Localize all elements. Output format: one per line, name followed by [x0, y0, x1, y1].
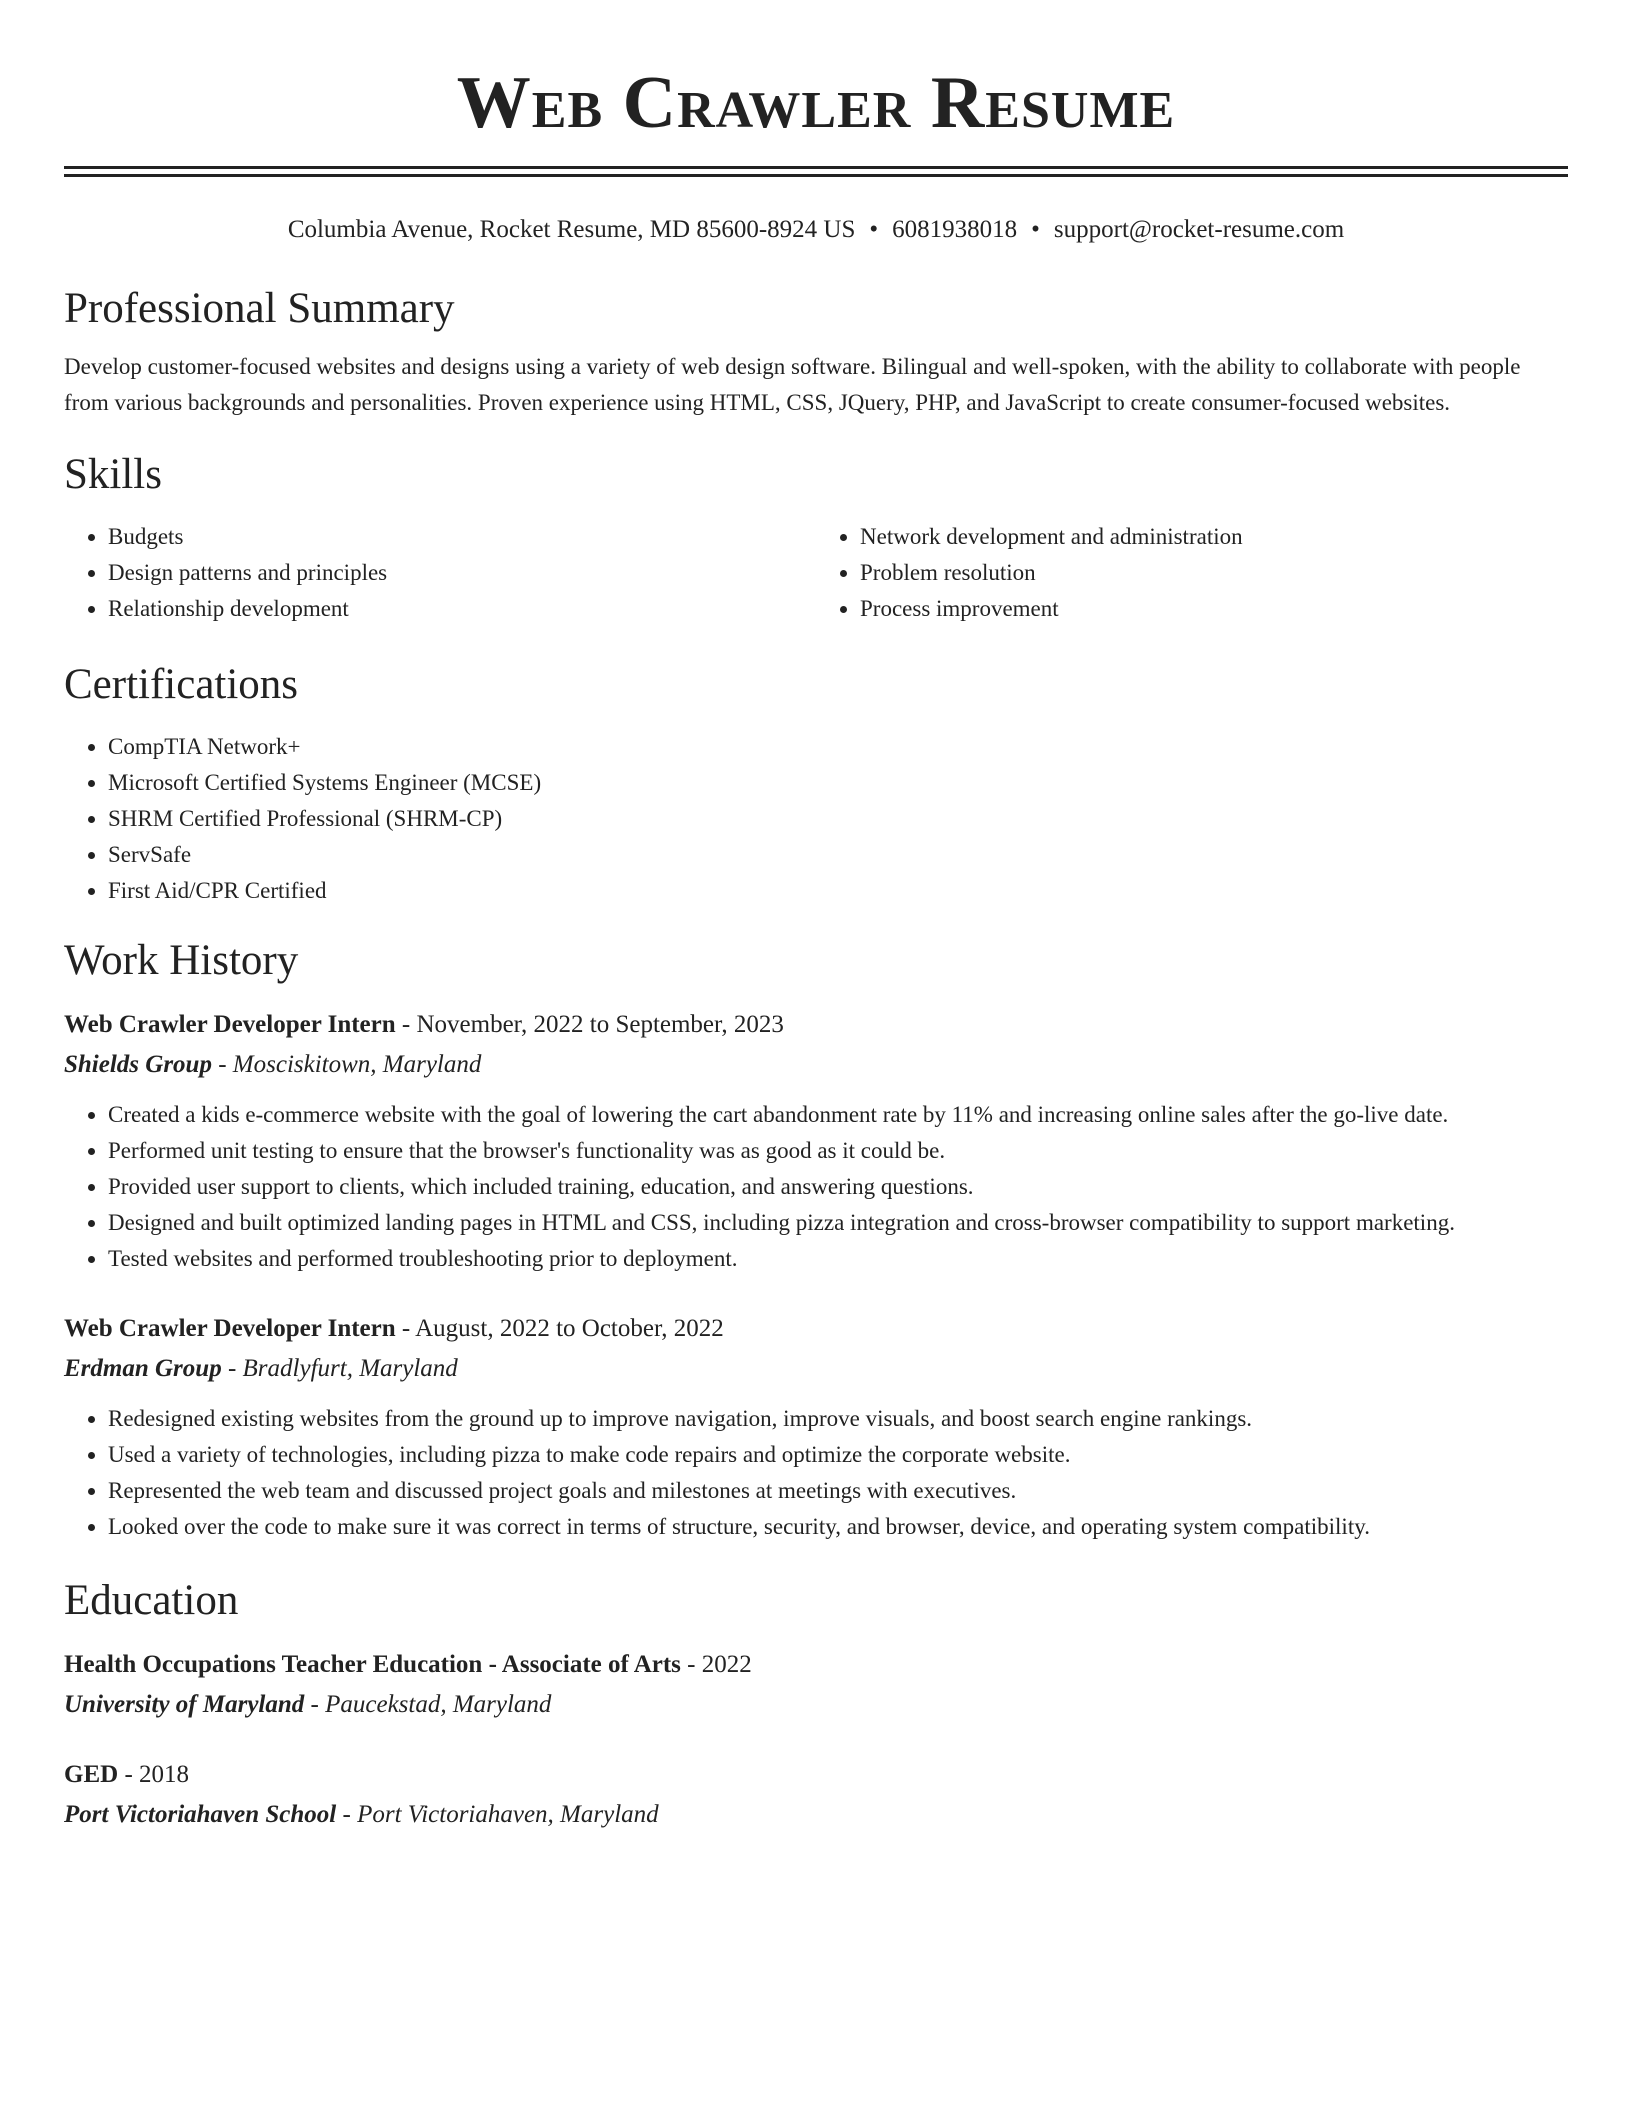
education-school: University of Maryland: [64, 1691, 305, 1718]
job-location: - Mosciskitown, Maryland: [211, 1051, 482, 1078]
contact-separator: •: [869, 216, 879, 243]
certification-item: • ServSafe: [108, 837, 1568, 873]
education-entry: [64, 1645, 1568, 1725]
education-location: - Paucekstad, Maryland: [304, 1691, 552, 1718]
title-divider: [64, 166, 1568, 177]
job-bullet: • Designed and built optimized landing pages in HTML and CSS, including pizza integration and cross-browser compatibility to support marketing.: [108, 1205, 1568, 1241]
skills-list-left: [64, 519, 816, 627]
education-year: - 2018: [118, 1761, 190, 1788]
education-school-line: [64, 1685, 1568, 1725]
certification-item: • SHRM Certified Professional (SHRM-CP): [108, 801, 1568, 837]
summary-text: Develop customer-focused websites and designs using a variety of web design software. Bilingual and well-spoken, with the ability to collaborate with people from various backgrounds and personalities. Proven experience using HTML, CSS, JQuery, PHP, and JavaScript to create consumer-focused websites.: [64, 354, 1521, 415]
job-title-line: [64, 1005, 1568, 1045]
skill-item: • Problem resolution: [860, 555, 1568, 591]
education-year: - 2022: [680, 1651, 752, 1678]
education-school-line: [64, 1795, 1568, 1835]
certifications-list: [64, 729, 1568, 909]
contact-email[interactable]: support@rocket-resume.com: [1053, 216, 1345, 243]
job-dates: - August, 2022 to October, 2022: [395, 1315, 724, 1342]
job-bullet: • Represented the web team and discussed project goals and milestones at meetings with executives.: [108, 1473, 1568, 1509]
certification-item: • CompTIA Network+: [108, 729, 1568, 765]
job-bullet: • Redesigned existing websites from the ground up to improve navigation, improve visuals, and boost search engine rankings.: [108, 1401, 1568, 1437]
job-company: Shields Group: [64, 1051, 212, 1078]
contact-address: Columbia Avenue, Rocket Resume, MD 85600-8924 US: [287, 216, 856, 243]
education-degree: Health Occupations Teacher Education - Associate of Arts: [64, 1651, 681, 1678]
skills-grid: [64, 519, 1568, 627]
education-degree-line: [64, 1755, 1568, 1795]
education-location: - Port Victoriahaven, Maryland: [336, 1801, 659, 1828]
job-company: Erdman Group: [64, 1355, 222, 1382]
job-bullets: [64, 1097, 1568, 1277]
resume-title: Web Crawler Resume: [456, 62, 1176, 144]
education-section: [64, 1573, 1568, 1835]
job-title: Web Crawler Developer Intern: [64, 1011, 396, 1038]
job-bullets: [64, 1401, 1568, 1545]
work-history-section: [64, 933, 1568, 1545]
summary-heading: Professional Summary: [64, 285, 455, 332]
skills-list-right: [816, 519, 1568, 627]
skill-item: • Relationship development: [108, 591, 816, 627]
job-bullet: • Provided user support to clients, which included training, education, and answering questions.: [108, 1169, 1568, 1205]
contact-separator: •: [1031, 216, 1040, 243]
skill-item: • Design patterns and principles: [108, 555, 816, 591]
education-school: Port Victoriahaven School: [64, 1801, 337, 1828]
job-entry: [64, 1005, 1568, 1277]
job-bullet: • Tested websites and performed troubleshooting prior to deployment.: [108, 1241, 1568, 1277]
job-company-line: [64, 1349, 1568, 1389]
work-history-heading: Work History: [64, 937, 299, 984]
certifications-heading: Certifications: [64, 661, 299, 708]
education-degree: GED: [64, 1761, 119, 1788]
job-title-line: [64, 1309, 1568, 1349]
education-heading: Education: [64, 1577, 239, 1624]
job-dates: - November, 2022 to September, 2023: [395, 1011, 784, 1038]
skills-heading: Skills: [64, 451, 162, 498]
skills-section: [64, 447, 1568, 627]
job-company-line: [64, 1045, 1568, 1085]
education-degree-line: [64, 1645, 1568, 1685]
job-bullet: • Used a variety of technologies, including pizza to make code repairs and optimize the corporate website.: [108, 1437, 1568, 1473]
job-bullet: • Created a kids e-commerce website with the goal of lowering the cart abandonment rate by 11% and increasing online sales after the go-live date.: [108, 1097, 1568, 1133]
skill-item: • Network development and administration: [860, 519, 1568, 555]
education-entry: [64, 1755, 1568, 1835]
contact-line: [64, 213, 1568, 247]
job-title: Web Crawler Developer Intern: [64, 1315, 396, 1342]
job-entry: [64, 1309, 1568, 1545]
job-location: - Bradlyfurt, Maryland: [221, 1355, 458, 1382]
contact-phone: 6081938018: [892, 216, 1018, 243]
job-bullet: • Performed unit testing to ensure that the browser's functionality was as good as it could be.: [108, 1133, 1568, 1169]
certification-item: • First Aid/CPR Certified: [108, 873, 1568, 909]
job-bullet: • Looked over the code to make sure it was correct in terms of structure, security, and browser, device, and operating system compatibility.: [108, 1509, 1568, 1545]
summary-section: [64, 281, 1568, 421]
certification-item: • Microsoft Certified Systems Engineer (MCSE): [108, 765, 1568, 801]
skill-item: • Process improvement: [860, 591, 1568, 627]
certifications-section: [64, 657, 1568, 909]
skill-item: • Budgets: [108, 519, 816, 555]
